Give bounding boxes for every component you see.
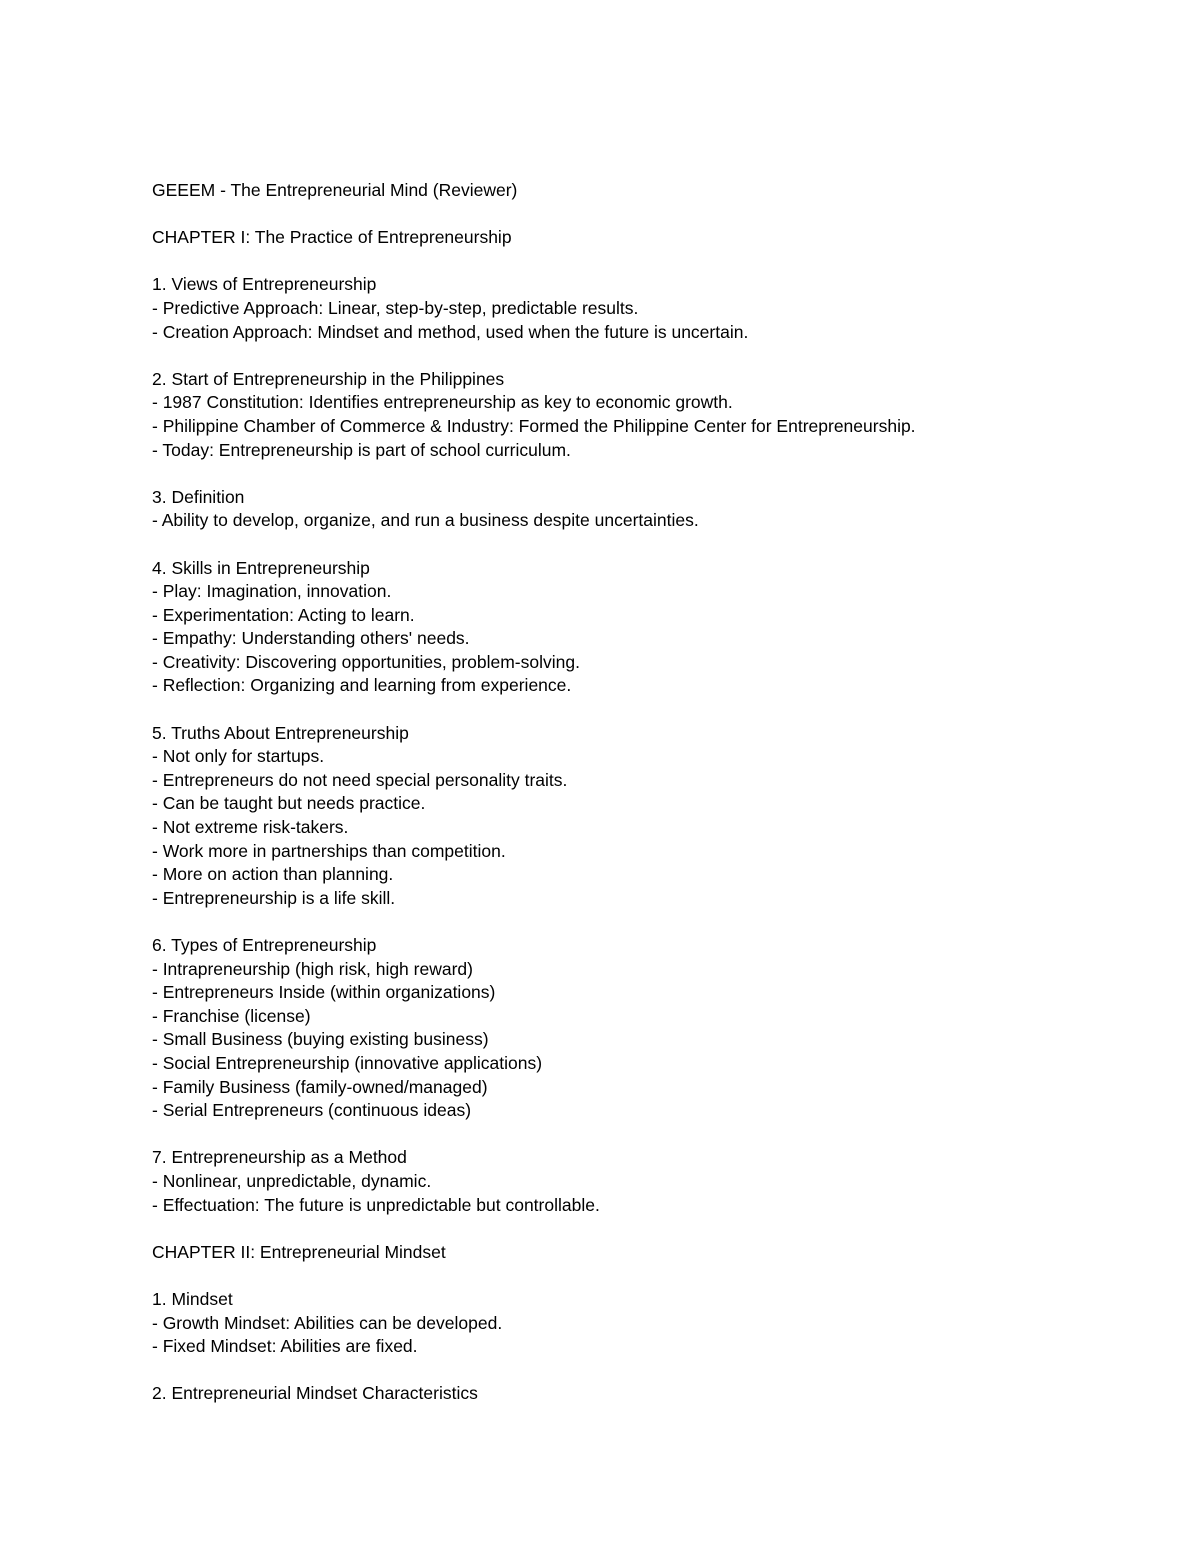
document-title: GEEEM - The Entrepreneurial Mind (Reviewer) bbox=[152, 180, 518, 200]
list-item: - Social Entrepreneurship (innovative applications) bbox=[152, 1052, 543, 1073]
list-item: - Experimentation: Acting to learn. bbox=[152, 604, 415, 625]
list-item: - Work more in partnerships than competition. bbox=[152, 840, 506, 861]
list-item: - Nonlinear, unpredictable, dynamic. bbox=[152, 1170, 432, 1191]
list-item: - Serial Entrepreneurs (continuous ideas) bbox=[152, 1100, 472, 1121]
spacer bbox=[152, 344, 1112, 368]
list-item: - Creation Approach: Mindset and method, used when the future is uncertain. bbox=[152, 321, 749, 342]
list-item: - Creativity: Discovering opportunities, problem-solving. bbox=[152, 651, 580, 672]
list-item: - Philippine Chamber of Commerce & Industry: Formed the Philippine Center for Entrepreneurship. bbox=[152, 415, 916, 436]
chapter-heading: CHAPTER II: Entrepreneurial Mindset bbox=[152, 1241, 446, 1262]
spacer bbox=[152, 462, 1112, 486]
spacer bbox=[152, 698, 1112, 722]
list-item: - Not only for startups. bbox=[152, 746, 325, 767]
list-item: - Entrepreneurship is a life skill. bbox=[152, 887, 396, 908]
list-item: - Predictive Approach: Linear, step-by-step, predictable results. bbox=[152, 297, 639, 318]
list-item: - Small Business (buying existing business) bbox=[152, 1029, 489, 1050]
list-item: - Reflection: Organizing and learning from experience. bbox=[152, 675, 572, 696]
spacer bbox=[152, 910, 1112, 934]
section-heading: 7. Entrepreneurship as a Method bbox=[152, 1147, 407, 1168]
list-item: - Ability to develop, organize, and run a business despite uncertainties. bbox=[152, 510, 699, 531]
list-item: - Entrepreneurs do not need special personality traits. bbox=[152, 769, 568, 790]
spacer bbox=[152, 533, 1112, 557]
list-item: - More on action than planning. bbox=[152, 864, 394, 885]
section-heading: 2. Entrepreneurial Mindset Characteristics bbox=[152, 1383, 478, 1404]
section-heading: 2. Start of Entrepreneurship in the Philippines bbox=[152, 368, 505, 389]
list-item: - Entrepreneurs Inside (within organizations) bbox=[152, 982, 496, 1003]
list-item: - Can be taught but needs practice. bbox=[152, 793, 426, 814]
spacer bbox=[152, 1123, 1112, 1147]
list-item: - Fixed Mindset: Abilities are fixed. bbox=[152, 1336, 418, 1357]
list-item: - Effectuation: The future is unpredictable but controllable. bbox=[152, 1194, 600, 1215]
spacer bbox=[152, 250, 1112, 274]
section-heading: 3. Definition bbox=[152, 486, 245, 507]
list-item: - Franchise (license) bbox=[152, 1005, 311, 1026]
section-heading: 1. Views of Entrepreneurship bbox=[152, 274, 377, 295]
document-body bbox=[152, 179, 1112, 1406]
section-heading: 1. Mindset bbox=[152, 1288, 233, 1309]
spacer bbox=[152, 1359, 1112, 1383]
chapter-heading: CHAPTER I: The Practice of Entrepreneurship bbox=[152, 227, 512, 248]
spacer bbox=[152, 1217, 1112, 1241]
list-item: - Today: Entrepreneurship is part of school curriculum. bbox=[152, 439, 571, 460]
section-heading: 4. Skills in Entrepreneurship bbox=[152, 557, 370, 578]
list-item: - Growth Mindset: Abilities can be developed. bbox=[152, 1312, 503, 1333]
list-item: - Not extreme risk-takers. bbox=[152, 817, 349, 838]
list-item: - Empathy: Understanding others' needs. bbox=[152, 628, 470, 649]
list-item: - Family Business (family-owned/managed) bbox=[152, 1076, 488, 1097]
section-heading: 5. Truths About Entrepreneurship bbox=[152, 722, 409, 743]
section-heading: 6. Types of Entrepreneurship bbox=[152, 935, 377, 955]
spacer bbox=[152, 203, 1112, 227]
spacer bbox=[152, 1264, 1112, 1288]
list-item: - 1987 Constitution: Identifies entrepreneurship as key to economic growth. bbox=[152, 392, 733, 413]
list-item: - Play: Imagination, innovation. bbox=[152, 581, 392, 602]
list-item: - Intrapreneurship (high risk, high reward) bbox=[152, 958, 473, 979]
